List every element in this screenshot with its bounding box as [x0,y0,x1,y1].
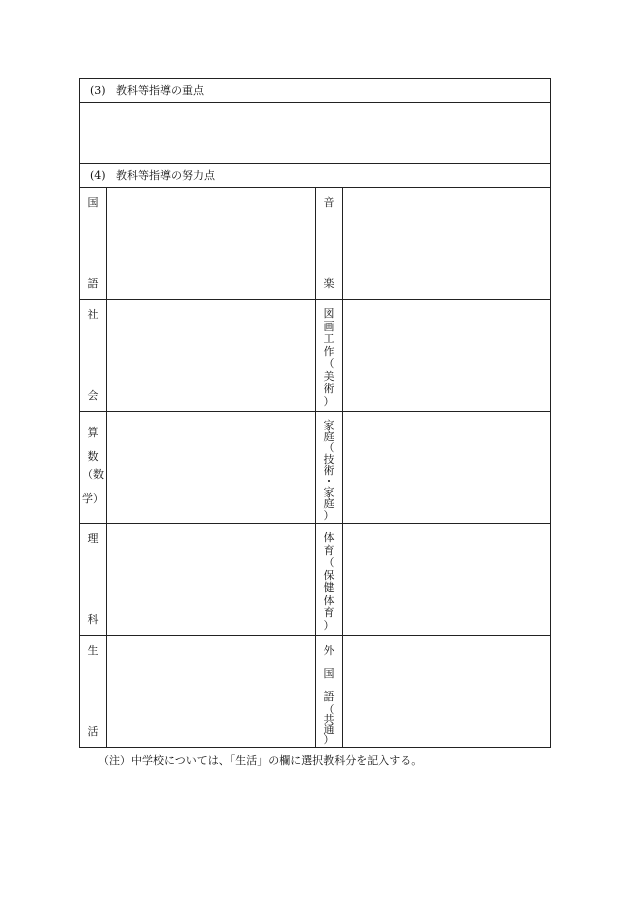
label-char: 外 [323,644,335,657]
vertical-label [316,308,342,408]
section-3-number: (3) [90,84,106,97]
label-char: 美 [323,369,335,383]
section-4-title: 教科等指導の努力点 [116,169,215,182]
entry-cell-katei[interactable] [343,412,550,523]
entry-cell-sansu[interactable] [107,412,316,523]
subject-label-shakai [80,300,107,411]
label-char: 国 [323,667,335,680]
label-char: ・ [323,475,335,489]
subject-label-ongaku [316,188,343,299]
entry-cell-shakai[interactable] [107,300,316,411]
footnote: （注）中学校については、「生活」の欄に選択教科分を記入する。 [98,754,423,767]
vertical-label [316,420,342,521]
label-char: ） [323,733,335,746]
label-char: 生 [87,644,99,657]
label-char: 作 [323,344,335,358]
entry-cell-ongaku[interactable] [343,188,550,299]
section-3-header [80,79,550,103]
label-char: 画 [323,319,335,333]
label-char: （ [323,357,335,370]
subject-row [80,524,550,636]
subject-label-zuga-kosaku [316,300,343,411]
section-3-title: 教科等指導の重点 [116,84,204,97]
subject-label-katei [316,412,343,523]
label-char: 楽 [323,277,335,290]
label-char: 技 [323,452,335,466]
subject-row [80,300,550,412]
label-char: 体 [323,531,335,544]
entry-cell-seikatsu[interactable] [107,636,316,747]
entry-cell-rika[interactable] [107,524,316,635]
subject-label-taiiku [316,524,343,635]
subject-row [80,188,550,300]
label-char: （ [323,556,335,569]
label-char: 共 [323,713,335,726]
label-char: 庭 [323,430,335,444]
label-char: （ [323,441,335,455]
label-char: 社 [87,308,99,321]
subject-label-seikatsu [80,636,107,747]
entry-cell-zuga-kosaku[interactable] [343,300,550,411]
entry-cell-kokugo[interactable] [107,188,316,299]
subject-label-sansu [80,412,107,523]
subject-label-gaikokugo [316,636,343,747]
subject-label-rika [80,524,107,635]
label-char: 通 [323,723,335,736]
vertical-label [316,532,342,632]
label-char: 体 [323,593,335,607]
guidance-table [79,78,551,748]
section-3-entry-area[interactable] [80,103,550,164]
label-char: 語 [87,277,99,290]
label-char: 育 [323,543,335,557]
entry-cell-gaikokugo[interactable] [343,636,550,747]
label-char: 音 [323,196,335,209]
label-char: 家 [323,486,335,500]
label-char: 庭 [323,497,335,511]
label-char: 算 [87,426,99,439]
subject-row [80,636,550,747]
label-char: 術 [323,463,335,477]
label-char: 工 [323,332,335,345]
entry-cell-taiiku[interactable] [343,524,550,635]
label-char: 家 [323,419,335,432]
label-char: 国 [87,196,99,209]
subject-label-kokugo [80,188,107,299]
label-char: ） [323,618,335,632]
section-4-header [80,164,550,188]
label-char: 健 [323,581,335,594]
label-char: 数 [87,450,99,463]
label-char: 会 [87,389,99,402]
label-char: 図 [323,307,335,320]
label-char: 保 [323,568,335,582]
label-char: 活 [87,725,99,738]
subject-row [80,412,550,524]
label-char: ） [323,508,335,522]
section-4-number: (4) [90,169,106,182]
label-char: （数 [82,468,104,481]
label-char: 術 [323,382,335,395]
label-char: 育 [323,606,335,619]
label-char: 科 [87,613,99,626]
label-char: ） [323,394,335,408]
label-char: 理 [87,532,99,545]
label-char: （ [323,703,335,716]
label-char: 学） [82,492,104,505]
label-char: 語 [323,690,335,703]
